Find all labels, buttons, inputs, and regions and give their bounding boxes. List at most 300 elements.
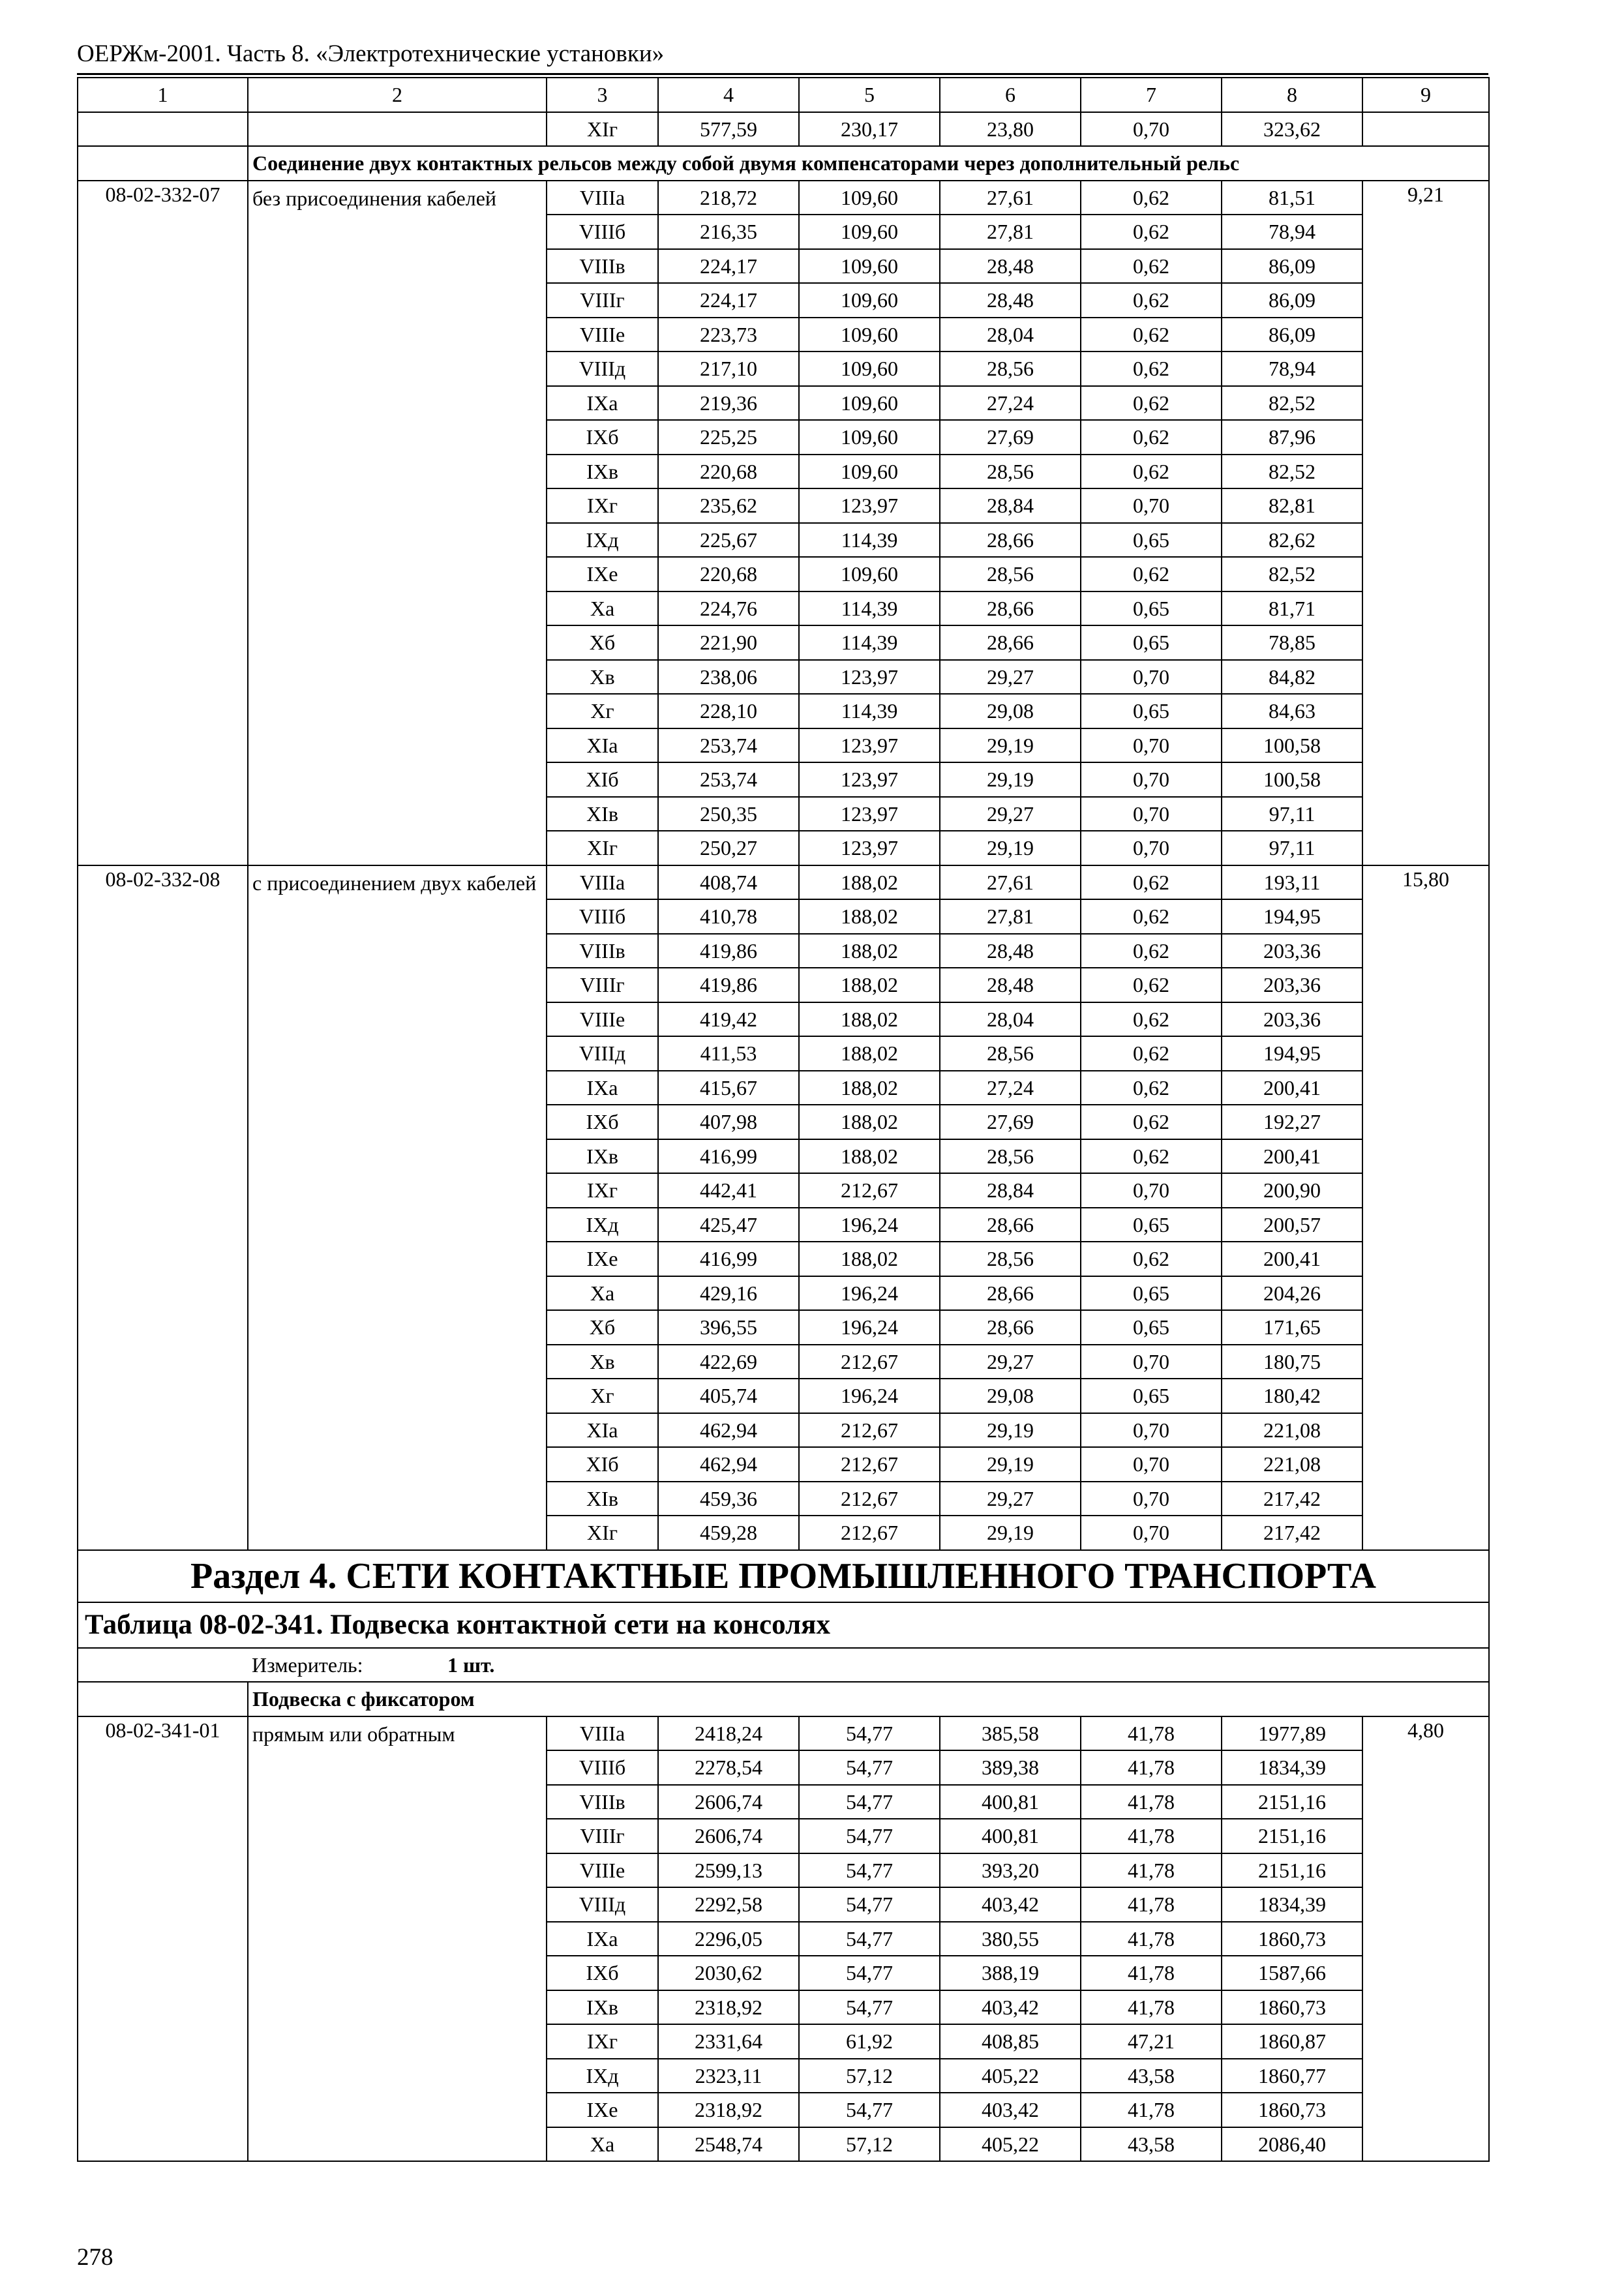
- value-cell: 0,70: [1081, 1482, 1222, 1516]
- value-cell: 100,58: [1222, 762, 1362, 797]
- value-cell: VIIIд: [547, 352, 658, 386]
- value-cell: 28,66: [940, 1276, 1081, 1311]
- value-cell: 188,02: [799, 1105, 940, 1139]
- value-cell: 403,42: [940, 2093, 1081, 2127]
- value-cell: 27,81: [940, 899, 1081, 934]
- column-number: 1: [78, 78, 248, 112]
- value-cell: 28,66: [940, 523, 1081, 558]
- value-cell: IXб: [547, 420, 658, 455]
- value-cell: 86,09: [1222, 283, 1362, 318]
- value-cell: 224,76: [658, 591, 799, 626]
- value-cell: IXа: [547, 1071, 658, 1105]
- value-cell: 459,28: [658, 1516, 799, 1550]
- description-cell: прямым или обратным: [248, 1716, 547, 2162]
- value-cell: 41,78: [1081, 1887, 1222, 1922]
- value-cell: 0,70: [1081, 1516, 1222, 1550]
- value-cell: 2606,74: [658, 1785, 799, 1819]
- value-cell: 196,24: [799, 1276, 940, 1311]
- section-title: Раздел 4. СЕТИ КОНТАКТНЫЕ ПРОМЫШЛЕННОГО ТРАНСПОРТА: [78, 1550, 1489, 1602]
- value-cell: 1834,39: [1222, 1887, 1362, 1922]
- value-cell: 217,10: [658, 352, 799, 386]
- value-cell: 0,62: [1081, 865, 1222, 900]
- value-cell: 2331,64: [658, 2024, 799, 2059]
- value-cell: 54,77: [799, 1922, 940, 1956]
- value-cell: 28,56: [940, 455, 1081, 489]
- value-cell: 86,09: [1222, 249, 1362, 284]
- column-number: 6: [940, 78, 1081, 112]
- value-cell: 2151,16: [1222, 1853, 1362, 1888]
- value-cell: 28,66: [940, 1310, 1081, 1345]
- value-cell: 253,74: [658, 762, 799, 797]
- column-number: 9: [1362, 78, 1489, 112]
- value-cell: VIIIа: [547, 181, 658, 215]
- value-cell: 27,24: [940, 1071, 1081, 1105]
- section-row: [78, 1550, 1489, 1602]
- value-cell: 385,58: [940, 1716, 1081, 1751]
- value-cell: 0,62: [1081, 1105, 1222, 1139]
- value-cell: 212,67: [799, 1345, 940, 1379]
- value-cell: IXд: [547, 2059, 658, 2093]
- value-cell: 28,56: [940, 1036, 1081, 1071]
- value-cell: 188,02: [799, 1002, 940, 1037]
- value-cell: 220,68: [658, 557, 799, 591]
- value-cell: 57,12: [799, 2059, 940, 2093]
- value-cell: VIIIв: [547, 934, 658, 968]
- value-cell: IXг: [547, 2024, 658, 2059]
- value-cell: 429,16: [658, 1276, 799, 1311]
- value-cell: 27,69: [940, 1105, 1081, 1139]
- table-row: [78, 112, 1489, 147]
- value-cell: 123,97: [799, 762, 940, 797]
- value-cell: 188,02: [799, 1036, 940, 1071]
- value-cell: 2418,24: [658, 1716, 799, 1751]
- value-cell: 400,81: [940, 1785, 1081, 1819]
- value-cell: VIIIг: [547, 283, 658, 318]
- value-cell: 250,27: [658, 831, 799, 865]
- value-cell: 97,11: [1222, 797, 1362, 831]
- value-cell: 109,60: [799, 386, 940, 421]
- value-cell: 81,71: [1222, 591, 1362, 626]
- value-cell: 405,74: [658, 1379, 799, 1413]
- value-cell: 109,60: [799, 215, 940, 249]
- value-cell: 2030,62: [658, 1956, 799, 1990]
- value-cell: VIIIв: [547, 249, 658, 284]
- value-cell: 41,78: [1081, 1922, 1222, 1956]
- column-number: 7: [1081, 78, 1222, 112]
- value-cell: 253,74: [658, 728, 799, 763]
- subtitle-row: [78, 1682, 1489, 1716]
- value-cell: 0,70: [1081, 1345, 1222, 1379]
- subtitle-row: [78, 146, 1489, 181]
- value-cell: 29,27: [940, 660, 1081, 695]
- column-number: 5: [799, 78, 940, 112]
- value-cell: XIа: [547, 1413, 658, 1448]
- value-cell: 0,62: [1081, 934, 1222, 968]
- value-cell: 28,66: [940, 591, 1081, 626]
- value-cell: 0,62: [1081, 283, 1222, 318]
- value-cell: 54,77: [799, 1750, 940, 1785]
- value-cell: 224,17: [658, 249, 799, 284]
- table-title: Таблица 08-02-341. Подвеска контактной сети на консолях: [78, 1602, 1489, 1648]
- value-cell: 54,77: [799, 1956, 940, 1990]
- value-cell: 0,62: [1081, 455, 1222, 489]
- value-cell: 87,96: [1222, 420, 1362, 455]
- value-cell: 0,62: [1081, 899, 1222, 934]
- column-number: 4: [658, 78, 799, 112]
- value-cell: 200,41: [1222, 1139, 1362, 1174]
- value-cell: 0,62: [1081, 1036, 1222, 1071]
- value-cell: 419,86: [658, 934, 799, 968]
- value-cell: VIIIд: [547, 1036, 658, 1071]
- value-cell: IXе: [547, 557, 658, 591]
- code-cell: [78, 146, 248, 181]
- value-cell: 41,78: [1081, 1819, 1222, 1853]
- value-cell: 323,62: [1222, 112, 1362, 147]
- value-cell: IXе: [547, 2093, 658, 2127]
- value-cell: 196,24: [799, 1208, 940, 1242]
- value-cell: Xа: [547, 1276, 658, 1311]
- value-cell: IXа: [547, 1922, 658, 1956]
- value-cell: 203,36: [1222, 968, 1362, 1002]
- value-cell: 416,99: [658, 1242, 799, 1276]
- value-cell: XIа: [547, 728, 658, 763]
- value-cell: 0,62: [1081, 352, 1222, 386]
- value-cell: 0,65: [1081, 625, 1222, 660]
- value-cell: 0,62: [1081, 1002, 1222, 1037]
- value-cell: 415,67: [658, 1071, 799, 1105]
- value-cell: IXв: [547, 1990, 658, 2025]
- value-cell: 29,19: [940, 1447, 1081, 1482]
- value-cell: 82,52: [1222, 455, 1362, 489]
- value-cell: 82,52: [1222, 557, 1362, 591]
- value-cell: 250,35: [658, 797, 799, 831]
- value-cell: 0,62: [1081, 215, 1222, 249]
- value-cell: VIIIе: [547, 1853, 658, 1888]
- price-table: [77, 77, 1490, 2162]
- value-cell: 1977,89: [1222, 1716, 1362, 1751]
- value-cell: 84,63: [1222, 694, 1362, 728]
- value-cell: VIIIа: [547, 865, 658, 900]
- column-number: 3: [547, 78, 658, 112]
- value-cell: 212,67: [799, 1173, 940, 1208]
- value-cell: 41,78: [1081, 1716, 1222, 1751]
- value-cell: VIIIб: [547, 215, 658, 249]
- value-cell: 41,78: [1081, 1853, 1222, 1888]
- value-cell: 416,99: [658, 1139, 799, 1174]
- value-cell: 54,77: [799, 1716, 940, 1751]
- value-cell: IXд: [547, 1208, 658, 1242]
- value-cell: 419,86: [658, 968, 799, 1002]
- value-cell: 217,42: [1222, 1482, 1362, 1516]
- value-cell: 82,62: [1222, 523, 1362, 558]
- measure-unit: 1 шт.: [447, 1653, 495, 1677]
- value-cell: 27,69: [940, 420, 1081, 455]
- value-cell: 27,24: [940, 386, 1081, 421]
- value-cell: 0,65: [1081, 523, 1222, 558]
- value-cell: VIIIа: [547, 1716, 658, 1751]
- value-cell: 29,19: [940, 1413, 1081, 1448]
- value-cell: VIIIе: [547, 318, 658, 352]
- header-rule: [77, 73, 1488, 75]
- value-cell: 41,78: [1081, 1956, 1222, 1990]
- value-cell: VIIIг: [547, 1819, 658, 1853]
- value-cell: 389,38: [940, 1750, 1081, 1785]
- value-cell: 188,02: [799, 865, 940, 900]
- code-cell: 08-02-332-08: [78, 865, 248, 1550]
- value-cell: 442,41: [658, 1173, 799, 1208]
- value-cell: 422,69: [658, 1345, 799, 1379]
- value-cell: 1860,77: [1222, 2059, 1362, 2093]
- value-cell: 225,67: [658, 523, 799, 558]
- value-cell: 28,84: [940, 488, 1081, 523]
- value-cell: IXд: [547, 523, 658, 558]
- value-cell: 212,67: [799, 1447, 940, 1482]
- value-cell: 28,48: [940, 249, 1081, 284]
- value-cell: 43,58: [1081, 2127, 1222, 2162]
- col9-cell: 15,80: [1362, 865, 1489, 1550]
- value-cell: 28,04: [940, 318, 1081, 352]
- description-cell: [248, 112, 547, 147]
- value-cell: 577,59: [658, 112, 799, 147]
- value-cell: 200,41: [1222, 1071, 1362, 1105]
- value-cell: XIг: [547, 831, 658, 865]
- value-cell: 408,74: [658, 865, 799, 900]
- value-cell: 188,02: [799, 1071, 940, 1105]
- value-cell: 0,65: [1081, 1208, 1222, 1242]
- value-cell: 123,97: [799, 728, 940, 763]
- value-cell: 0,62: [1081, 557, 1222, 591]
- value-cell: 230,17: [799, 112, 940, 147]
- value-cell: 2086,40: [1222, 2127, 1362, 2162]
- value-cell: 78,94: [1222, 215, 1362, 249]
- value-cell: 61,92: [799, 2024, 940, 2059]
- value-cell: 212,67: [799, 1516, 940, 1550]
- value-cell: 180,42: [1222, 1379, 1362, 1413]
- value-cell: 0,62: [1081, 1242, 1222, 1276]
- value-cell: 100,58: [1222, 728, 1362, 763]
- value-cell: 123,97: [799, 831, 940, 865]
- value-cell: 419,42: [658, 1002, 799, 1037]
- value-cell: 109,60: [799, 557, 940, 591]
- value-cell: 0,70: [1081, 762, 1222, 797]
- value-cell: Xв: [547, 660, 658, 695]
- value-cell: 0,65: [1081, 1310, 1222, 1345]
- value-cell: 28,48: [940, 968, 1081, 1002]
- value-cell: 28,56: [940, 1242, 1081, 1276]
- value-cell: 459,36: [658, 1482, 799, 1516]
- value-cell: 54,77: [799, 1990, 940, 2025]
- value-cell: 114,39: [799, 694, 940, 728]
- value-cell: 109,60: [799, 283, 940, 318]
- value-cell: IXа: [547, 386, 658, 421]
- value-cell: 2548,74: [658, 2127, 799, 2162]
- value-cell: 225,25: [658, 420, 799, 455]
- value-cell: 221,08: [1222, 1447, 1362, 1482]
- value-cell: Xа: [547, 591, 658, 626]
- value-cell: 29,08: [940, 1379, 1081, 1413]
- column-number-row: [78, 78, 1489, 112]
- value-cell: 0,65: [1081, 1379, 1222, 1413]
- value-cell: 0,70: [1081, 1413, 1222, 1448]
- value-cell: 188,02: [799, 1242, 940, 1276]
- value-cell: 0,70: [1081, 797, 1222, 831]
- value-cell: IXе: [547, 1242, 658, 1276]
- value-cell: 78,94: [1222, 352, 1362, 386]
- value-cell: 212,67: [799, 1482, 940, 1516]
- value-cell: IXв: [547, 455, 658, 489]
- value-cell: Xг: [547, 694, 658, 728]
- value-cell: 0,62: [1081, 1071, 1222, 1105]
- value-cell: 200,41: [1222, 1242, 1362, 1276]
- value-cell: 219,36: [658, 386, 799, 421]
- value-cell: 81,51: [1222, 181, 1362, 215]
- value-cell: 0,62: [1081, 181, 1222, 215]
- value-cell: 2599,13: [658, 1853, 799, 1888]
- value-cell: 407,98: [658, 1105, 799, 1139]
- value-cell: 41,78: [1081, 1750, 1222, 1785]
- value-cell: 114,39: [799, 625, 940, 660]
- page-number: 278: [77, 2244, 113, 2271]
- value-cell: 28,04: [940, 1002, 1081, 1037]
- value-cell: IXг: [547, 488, 658, 523]
- value-cell: Xб: [547, 625, 658, 660]
- value-cell: 29,08: [940, 694, 1081, 728]
- value-cell: 220,68: [658, 455, 799, 489]
- value-cell: 425,47: [658, 1208, 799, 1242]
- value-cell: 400,81: [940, 1819, 1081, 1853]
- code-cell: 08-02-332-07: [78, 181, 248, 865]
- value-cell: 462,94: [658, 1447, 799, 1482]
- value-cell: 224,17: [658, 283, 799, 318]
- value-cell: 194,95: [1222, 899, 1362, 934]
- value-cell: IXг: [547, 1173, 658, 1208]
- value-cell: 78,85: [1222, 625, 1362, 660]
- value-cell: 180,75: [1222, 1345, 1362, 1379]
- value-cell: 411,53: [658, 1036, 799, 1071]
- value-cell: 47,21: [1081, 2024, 1222, 2059]
- value-cell: 0,70: [1081, 488, 1222, 523]
- value-cell: 200,90: [1222, 1173, 1362, 1208]
- value-cell: 1587,66: [1222, 1956, 1362, 1990]
- code-cell: [78, 1682, 248, 1716]
- value-cell: 1860,87: [1222, 2024, 1362, 2059]
- value-cell: 29,19: [940, 728, 1081, 763]
- column-number: 8: [1222, 78, 1362, 112]
- value-cell: 29,19: [940, 831, 1081, 865]
- value-cell: VIIIб: [547, 899, 658, 934]
- value-cell: 0,62: [1081, 318, 1222, 352]
- value-cell: 196,24: [799, 1379, 940, 1413]
- value-cell: 57,12: [799, 2127, 940, 2162]
- value-cell: 388,19: [940, 1956, 1081, 1990]
- value-cell: 223,73: [658, 318, 799, 352]
- value-cell: 171,65: [1222, 1310, 1362, 1345]
- value-cell: 28,56: [940, 557, 1081, 591]
- value-cell: 123,97: [799, 660, 940, 695]
- value-cell: 1860,73: [1222, 1990, 1362, 2025]
- value-cell: 41,78: [1081, 1785, 1222, 1819]
- measure-row: [78, 1648, 1489, 1683]
- value-cell: IXв: [547, 1139, 658, 1174]
- value-cell: 2318,92: [658, 1990, 799, 2025]
- value-cell: 2151,16: [1222, 1785, 1362, 1819]
- code-cell: 08-02-341-01: [78, 1716, 248, 2162]
- value-cell: 188,02: [799, 934, 940, 968]
- value-cell: 380,55: [940, 1922, 1081, 1956]
- value-cell: 28,66: [940, 1208, 1081, 1242]
- value-cell: Xб: [547, 1310, 658, 1345]
- value-cell: 109,60: [799, 318, 940, 352]
- value-cell: XIв: [547, 1482, 658, 1516]
- value-cell: 123,97: [799, 488, 940, 523]
- col9-cell: [1362, 112, 1489, 147]
- value-cell: 29,27: [940, 1345, 1081, 1379]
- value-cell: 2606,74: [658, 1819, 799, 1853]
- value-cell: 188,02: [799, 1139, 940, 1174]
- col9-cell: 9,21: [1362, 181, 1489, 865]
- value-cell: 123,97: [799, 797, 940, 831]
- value-cell: 0,65: [1081, 694, 1222, 728]
- value-cell: 28,56: [940, 352, 1081, 386]
- value-cell: 29,19: [940, 1516, 1081, 1550]
- value-cell: 216,35: [658, 215, 799, 249]
- value-cell: VIIIг: [547, 968, 658, 1002]
- value-cell: Xв: [547, 1345, 658, 1379]
- subtitle-row-text: Соединение двух контактных рельсов между собой двумя компенсаторами через дополнительный рельс: [248, 146, 1489, 181]
- value-cell: 221,08: [1222, 1413, 1362, 1448]
- value-cell: Xа: [547, 2127, 658, 2162]
- value-cell: Xг: [547, 1379, 658, 1413]
- value-cell: 218,72: [658, 181, 799, 215]
- value-cell: 1860,73: [1222, 2093, 1362, 2127]
- value-cell: IXб: [547, 1105, 658, 1139]
- value-cell: 0,70: [1081, 660, 1222, 695]
- value-cell: 114,39: [799, 591, 940, 626]
- value-cell: 2292,58: [658, 1887, 799, 1922]
- value-cell: 28,48: [940, 934, 1081, 968]
- value-cell: 192,27: [1222, 1105, 1362, 1139]
- value-cell: 2318,92: [658, 2093, 799, 2127]
- value-cell: 0,70: [1081, 728, 1222, 763]
- col9-cell: 4,80: [1362, 1716, 1489, 2162]
- table-row: [78, 181, 1489, 215]
- value-cell: 0,70: [1081, 1173, 1222, 1208]
- value-cell: 28,56: [940, 1139, 1081, 1174]
- value-cell: 0,62: [1081, 1139, 1222, 1174]
- value-cell: 109,60: [799, 420, 940, 455]
- value-cell: 27,81: [940, 215, 1081, 249]
- value-cell: 29,19: [940, 762, 1081, 797]
- value-cell: 109,60: [799, 455, 940, 489]
- value-cell: 29,27: [940, 797, 1081, 831]
- value-cell: 194,95: [1222, 1036, 1362, 1071]
- value-cell: 23,80: [940, 112, 1081, 147]
- value-cell: 221,90: [658, 625, 799, 660]
- value-cell: 212,67: [799, 1413, 940, 1448]
- value-cell: 403,42: [940, 1990, 1081, 2025]
- value-cell: 1834,39: [1222, 1750, 1362, 1785]
- value-cell: 41,78: [1081, 2093, 1222, 2127]
- value-cell: IXб: [547, 1956, 658, 1990]
- value-cell: 41,78: [1081, 1990, 1222, 2025]
- value-cell: 410,78: [658, 899, 799, 934]
- value-cell: 405,22: [940, 2059, 1081, 2093]
- value-cell: 196,24: [799, 1310, 940, 1345]
- value-cell: 54,77: [799, 1887, 940, 1922]
- subtitle-row-text: Подвеска с фиксатором: [248, 1682, 1489, 1716]
- value-cell: 188,02: [799, 899, 940, 934]
- column-number: 2: [248, 78, 547, 112]
